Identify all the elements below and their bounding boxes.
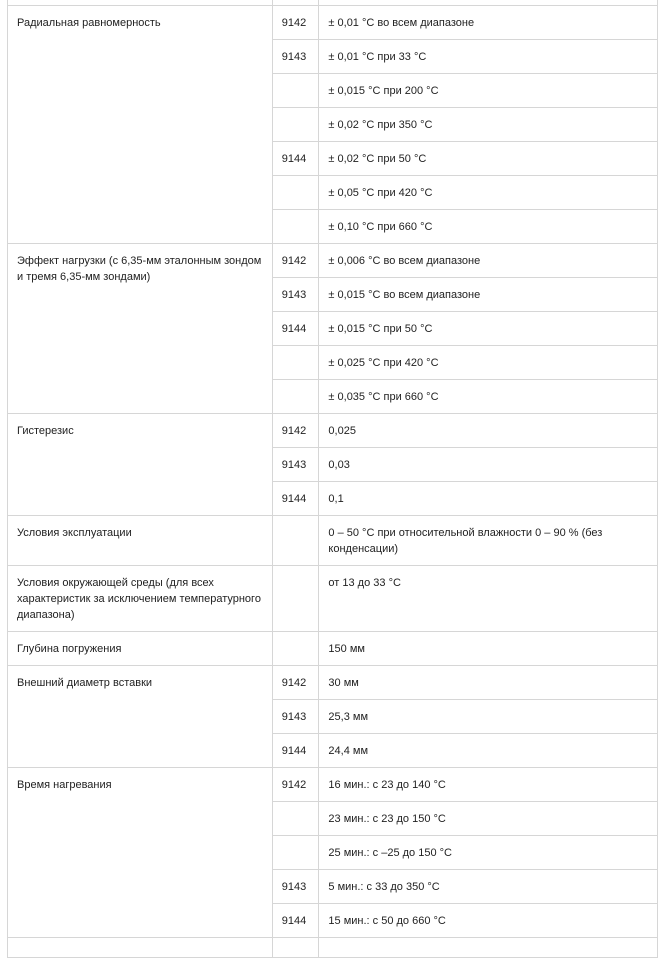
table-cell-model [272,210,319,244]
table-cell-model: 9144 [272,482,319,516]
table-cell-value: 0,1 [319,482,658,516]
table-cell-value: 5 мин.: с 33 до 350 °C [319,870,658,904]
table-cell-value: ± 0,01 °C во всем диапазоне [319,6,658,40]
table-cell-model: 9143 [272,448,319,482]
table-cell-value: 24,4 мм [319,734,658,768]
table-cell-value: ± 0,015 °C при 200 °C [319,74,658,108]
table-cell-value: ± 0,10 °C при 660 °C [319,210,658,244]
table-cell-value: от 13 до 33 °C [319,566,658,632]
table-row [8,666,658,700]
table-cell-model: 9143 [272,40,319,74]
table-cell-parameter: Внешний диаметр вставки [8,666,273,768]
table-cell-model [272,836,319,870]
table-cell-parameter: Эффект нагрузки (с 6,35-мм эталонным зондом и тремя 6,35-мм зондами) [8,244,273,414]
table-cell-value: 25 мин.: с –25 до 150 °C [319,836,658,870]
table-cell-model [272,938,319,958]
table-cell-parameter: Радиальная равномерность [8,6,273,244]
table-cell-value [319,938,658,958]
table-cell-parameter: Гистерезис [8,414,273,516]
table-cell-value: 23 мин.: с 23 до 150 °C [319,802,658,836]
spec-table [7,0,658,958]
table-cell-model [272,74,319,108]
table-cell-value: 30 мм [319,666,658,700]
table-cell-parameter: Время нагревания [8,768,273,938]
table-cell-model [272,108,319,142]
table-cell-model: 9143 [272,870,319,904]
table-cell-value: ± 0,01 °C при 33 °C [319,40,658,74]
table-row [8,6,658,40]
table-cell-model: 9144 [272,734,319,768]
table-cell-value: 15 мин.: с 50 до 660 °C [319,904,658,938]
table-row [8,516,658,566]
table-cell-value: 0,025 [319,414,658,448]
table-row [8,768,658,802]
table-cell-parameter: Глубина погружения [8,632,273,666]
table-cell-model: 9142 [272,244,319,278]
table-cell-value: ± 0,025 °C при 420 °C [319,346,658,380]
table-cell-parameter [8,938,273,958]
table-cell-value: 0 – 50 °C при относительной влажности 0 – 90 % (без конденсации) [319,516,658,566]
table-cell-model [272,802,319,836]
table-row [8,938,658,958]
table-cell-value: ± 0,035 °C при 660 °C [319,380,658,414]
table-row [8,414,658,448]
table-cell-value: ± 0,02 °C при 350 °C [319,108,658,142]
table-row [8,244,658,278]
table-cell-model: 9143 [272,278,319,312]
table-cell-model: 9144 [272,904,319,938]
table-cell-model [272,176,319,210]
table-cell-model: 9144 [272,142,319,176]
table-cell-model [272,632,319,666]
table-cell-model: 9143 [272,700,319,734]
table-cell-model [272,346,319,380]
table-cell-value: ± 0,006 °C во всем диапазоне [319,244,658,278]
table-cell-model: 9142 [272,666,319,700]
table-cell-value: ± 0,015 °C во всем диапазоне [319,278,658,312]
table-cell-value: 150 мм [319,632,658,666]
table-cell-value: ± 0,02 °C при 50 °C [319,142,658,176]
table-cell-value: ± 0,015 °C при 50 °C [319,312,658,346]
table-cell-value: 25,3 мм [319,700,658,734]
table-cell-model: 9142 [272,414,319,448]
table-cell-model [272,516,319,566]
table-cell-model [272,566,319,632]
table-cell-model [272,380,319,414]
table-cell-value: 0,03 [319,448,658,482]
table-cell-parameter: Условия эксплуатации [8,516,273,566]
table-row [8,566,658,632]
table-row [8,632,658,666]
table-cell-value: 16 мин.: с 23 до 140 °C [319,768,658,802]
table-cell-model: 9144 [272,312,319,346]
table-cell-value: ± 0,05 °C при 420 °C [319,176,658,210]
table-cell-model: 9142 [272,6,319,40]
table-cell-parameter: Условия окружающей среды (для всех характеристик за исключением температурного диапазона) [8,566,273,632]
table-cell-model: 9142 [272,768,319,802]
